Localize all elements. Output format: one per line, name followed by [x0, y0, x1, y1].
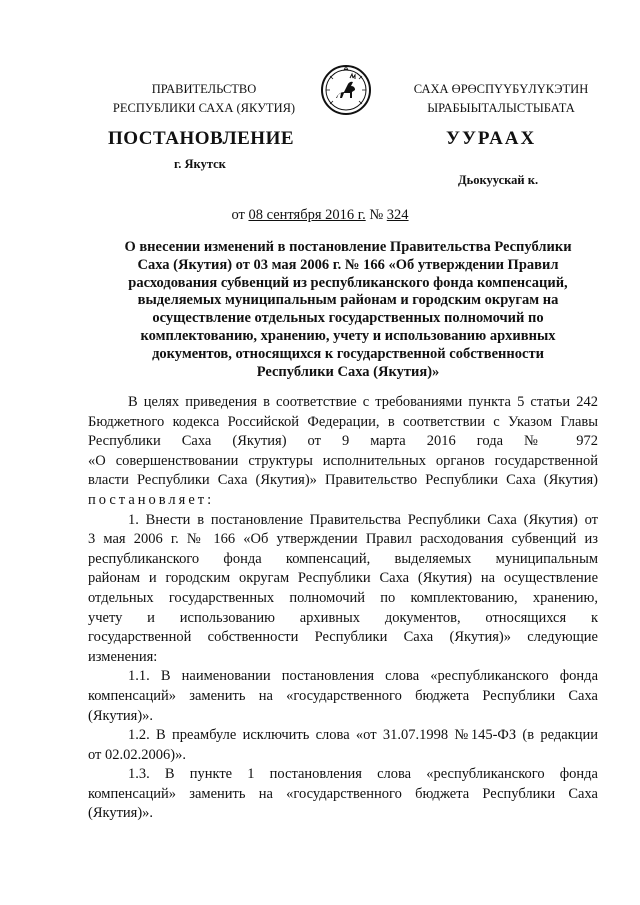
subject-line: выделяемых муниципальным районам и городским округам на	[137, 292, 559, 309]
subject-line: Саха (Якутия) от 03 мая 2006 г. № 166 «Об утверждении Правил	[137, 256, 559, 273]
subject-line: Республики Саха (Якутия)»	[256, 363, 440, 380]
body-line: 1. Внести в постановление Правительства Республики Саха (Якутия) от	[128, 511, 598, 528]
body-line: власти Республики Саха (Якутия)» Правительство Республики Саха (Якутия)	[88, 472, 598, 489]
number-label: №	[365, 207, 387, 223]
date-value: 08 сентября 2016 г.	[248, 207, 366, 223]
city-ru: г. Якутск	[174, 157, 226, 171]
header-right-line: САХА ӨРӨСПҮҮБҮЛҮКЭТИН	[413, 82, 589, 96]
subject-line: осуществление отдельных государственных полномочий по	[152, 310, 544, 327]
body-line: 1.1. В наименовании постановления слова «республиканского фонда	[128, 668, 598, 685]
header-left-block	[88, 80, 320, 118]
body-line: 1.2. В преамбуле исключить слова «от 31.07.1998 №145-ФЗ (в редакции	[128, 727, 598, 744]
decree-body	[88, 393, 598, 824]
body-line: компенсаций» заменить на «государственного бюджета Республики Саха	[88, 785, 598, 802]
body-line: (Якутия)».	[88, 805, 154, 822]
subject-line: О внесении изменений в постановление Правительства Республики	[124, 239, 572, 255]
body-line: «О совершенствовании структуры исполнительных органов государственной	[88, 452, 598, 469]
header-left-line: РЕСПУБЛИКИ САХА (ЯКУТИЯ)	[112, 101, 296, 115]
subject-line: расходования субвенций из республиканского фонда компенсаций,	[128, 274, 568, 291]
body-line: Бюджетного кодекса Российской Федерации, в соответствии с Указом Главы	[88, 413, 598, 430]
subject-line: документов, относящихся к государственной собственности	[152, 345, 544, 362]
body-line: (Якутия)».	[88, 707, 154, 724]
date-line	[0, 207, 640, 224]
body-line: районам и городским округам Республики Саха (Якутия) на осуществление	[88, 570, 598, 587]
decree-title-ru: ПОСТАНОВЛЕНИЕ	[108, 128, 295, 149]
decree-subject	[88, 239, 608, 381]
body-line: изменения:	[88, 648, 158, 665]
header-right-block	[396, 80, 606, 118]
decree-title-sakha: УУРААХ	[446, 128, 537, 149]
body-line: 3 мая 2006 г. № 166 «Об утверждении Правил расходования субвенций из	[88, 531, 598, 548]
header-right-line: ЫРАБЫЫТАЛЫСТЫБАТА	[427, 101, 575, 115]
number-value: 324	[386, 207, 409, 223]
body-line: государственной собственности Республики Саха (Якутия)» следующие	[88, 629, 598, 646]
body-line: 1.3. В пункте 1 постановления слова «республиканского фонда	[128, 766, 598, 783]
header-left-line: ПРАВИТЕЛЬСТВО	[151, 82, 257, 96]
date-prefix: от	[231, 207, 249, 223]
body-line: отдельных государственных полномочий по комплектованию, хранению,	[88, 589, 598, 606]
decree-word: постановляет:	[88, 491, 215, 508]
city-sakha: Дьокуускай к.	[458, 173, 539, 187]
body-line: компенсаций» заменить на «государственного бюджета Республики Саха	[88, 687, 598, 704]
body-line: В целях приведения в соответствие с требованиями пункта 5 статьи 242	[128, 394, 598, 410]
subject-line: комплектованию, хранению, учету и использованию архивных	[140, 327, 556, 344]
body-line: республиканского фонда компенсаций, выделяемых муниципальным	[88, 550, 598, 567]
body-line: от 02.02.2006)».	[88, 746, 186, 763]
coat-of-arms-icon	[320, 62, 372, 118]
body-line: учету и использованию архивных документов, относящихся к	[88, 609, 598, 626]
body-line: Республики Саха (Якутия) от 9 марта 2016 года № 972	[88, 433, 598, 450]
